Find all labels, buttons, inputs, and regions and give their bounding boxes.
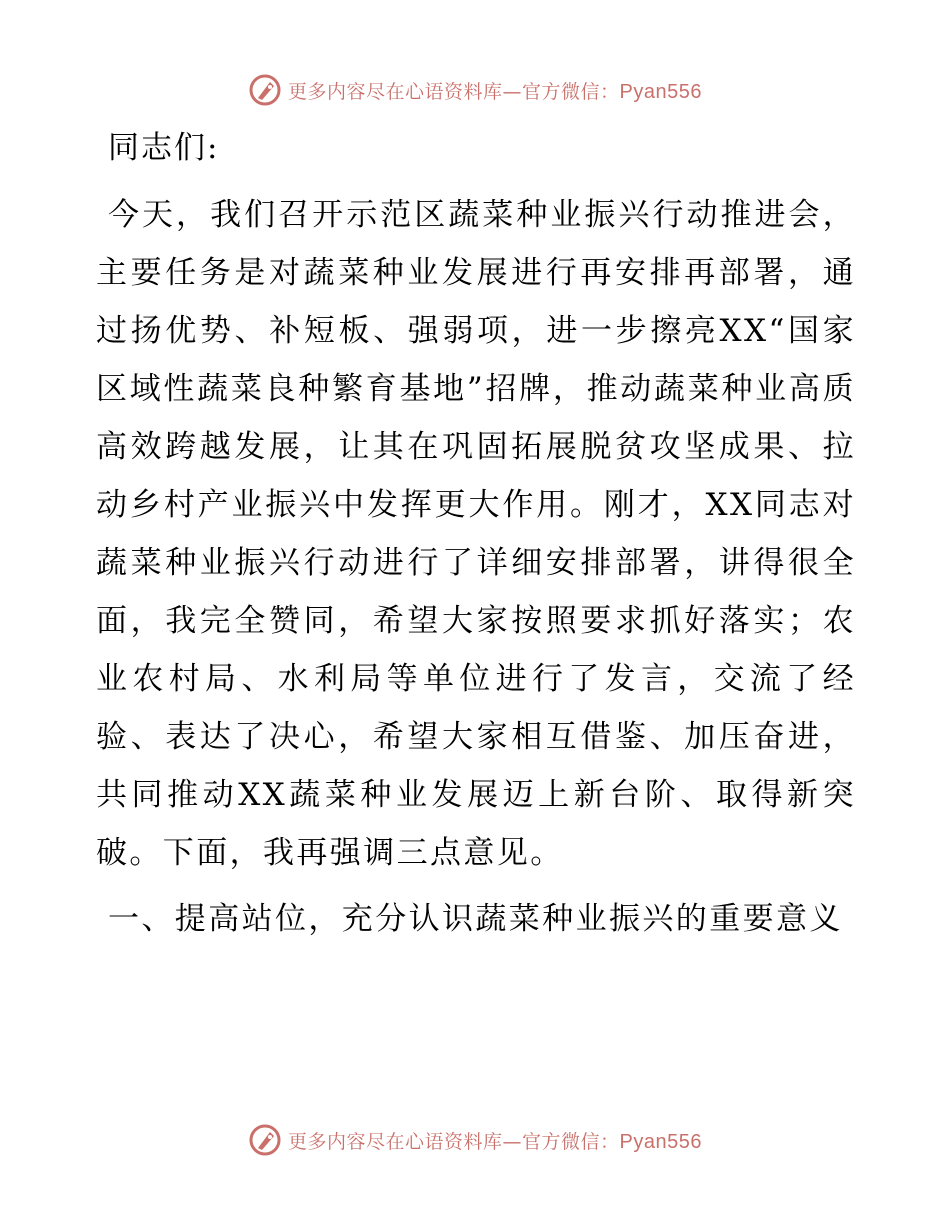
- watermark-text: [288, 77, 702, 104]
- watermark-separator: —: [502, 1130, 523, 1153]
- header-watermark: [0, 70, 950, 110]
- watermark-tail: 官方微信：: [522, 80, 620, 103]
- watermark-main: 更多内容尽在心语资料库: [288, 1130, 503, 1153]
- footer-watermark: [0, 1120, 950, 1160]
- watermark-account-id: Pyan556: [619, 80, 702, 103]
- watermark-text: [288, 1127, 702, 1154]
- pen-nib-logo-icon: [248, 73, 282, 107]
- document-body: [96, 118, 856, 948]
- paragraph: 今天，我们召开示范区蔬菜种业振兴行动推进会，主要任务是对蔬菜种业发展进行再安排再部署，通过扬优势、补短板、强弱项，进一步擦亮XX“国家区域性蔬菜良种繁育基地”招牌，推动蔬菜种业高质高效跨越发展，让其在巩固拓展脱贫攻坚成果、拉动乡村产业振兴中发挥更大作用。刚才，XX同志对蔬菜种业振兴行动进行了详细安排部署，讲得很全面，我完全赞同，希望大家按照要求抓好落实；农业农村局、水利局等单位进行了发言，交流了经验、表达了决心，希望大家相互借鉴、加压奋进，共同推动XX蔬菜种业发展迈上新台阶、取得新突破。下面，我再强调三点意见。: [96, 197, 856, 871]
- watermark-account-id: Pyan556: [619, 1130, 702, 1153]
- watermark-separator: —: [502, 80, 523, 103]
- section-heading: 一、提高站位，充分认识蔬菜种业振兴的重要意义: [108, 901, 843, 937]
- salutation: 同志们:: [108, 130, 220, 166]
- watermark-main: 更多内容尽在心语资料库: [288, 80, 503, 103]
- pen-nib-logo-icon: [248, 1123, 282, 1157]
- watermark-tail: 官方微信：: [522, 1130, 620, 1153]
